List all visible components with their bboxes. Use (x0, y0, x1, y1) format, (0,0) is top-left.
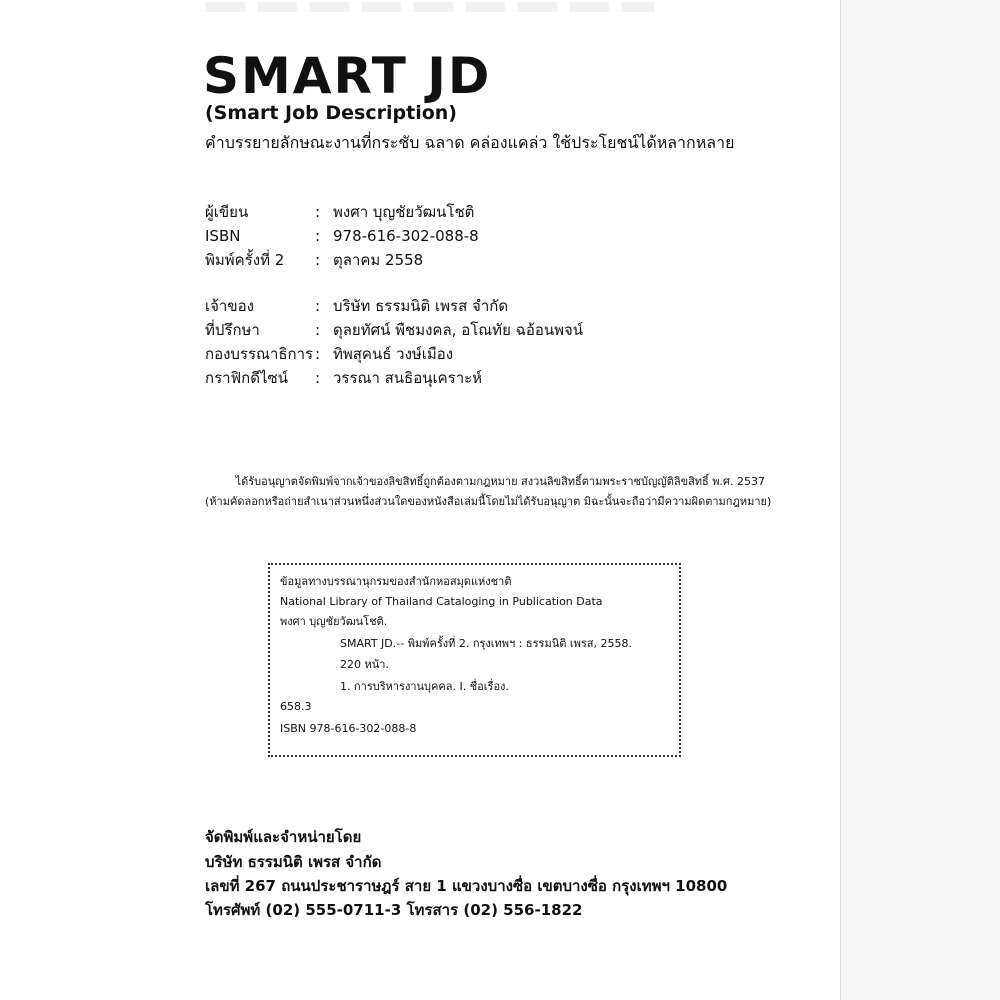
publisher-heading: จัดพิมพ์และจำหน่ายโดย (205, 828, 362, 846)
credit-row-graphic-design (205, 366, 805, 390)
credit-label: ISBN (205, 227, 241, 245)
credit-row-editorial (205, 342, 805, 366)
cip-isbn: ISBN 978-616-302-088-8 (280, 722, 417, 735)
book-title: SMART JD (203, 47, 492, 105)
credit-label: ที่ปรึกษา (205, 321, 260, 339)
credit-separator: : (315, 227, 321, 245)
credit-value: พงศา บุญชัยวัฒนโชติ (333, 203, 475, 221)
cip-data-box (268, 563, 681, 757)
cip-pages: 220 หน้า. (340, 658, 389, 671)
credit-label: เจ้าของ (205, 297, 254, 315)
credit-value: ตุลาคม 2558 (333, 251, 424, 269)
copyright-line-1: ได้รับอนุญาตจัดพิมพ์จากเจ้าของลิขสิทธิ์ถูกต้องตามกฎหมาย สงวนลิขสิทธิ์ตามพระราชบัญญัติลิขสิทธิ์ พ.ศ. 2537 (235, 475, 765, 488)
credit-value: บริษัท ธรรมนิติ เพรส จำกัด (333, 297, 509, 315)
publisher-contact: โทรศัพท์ (02) 555-0711-3 โทรสาร (02) 556-1822 (205, 901, 583, 919)
credit-separator: : (315, 251, 321, 269)
cip-author: พงศา บุญชัยวัฒนโชติ. (280, 615, 388, 628)
credit-row-edition (205, 248, 805, 272)
copyright-line-2: (ห้ามคัดลอกหรือถ่ายสำเนาส่วนหนึ่งส่วนใดของหนังสือเล่มนี้โดยไม่ได้รับอนุญาต มิฉะนั้นจะถือว่ามีความผิดตามกฎหมาย) (205, 495, 772, 508)
credit-row-author (205, 200, 805, 224)
cip-heading-thai: ข้อมูลทางบรรณานุกรมของสำนักหอสมุดแห่งชาติ (280, 575, 512, 588)
credit-label: ผู้เขียน (205, 203, 249, 221)
credit-label: กราฟิกดีไซน์ (205, 369, 288, 387)
credit-separator: : (315, 203, 321, 221)
credit-value: ทิพสุคนธ์ วงษ์เมือง (333, 345, 454, 363)
credit-separator: : (315, 369, 321, 387)
cip-subject: 1. การบริหารงานบุคคล. I. ชื่อเรื่อง. (340, 680, 509, 693)
credit-row-advisor (205, 318, 805, 342)
credit-row-isbn (205, 224, 805, 248)
publisher-name: บริษัท ธรรมนิติ เพรส จำกัด (205, 853, 382, 871)
credit-value: ดุลยทัศน์ พืชมงคล, อโณทัย ฉอ้อนพจน์ (333, 321, 584, 339)
credit-separator: : (315, 345, 321, 363)
copyright-notice (205, 472, 772, 512)
credit-separator: : (315, 321, 321, 339)
publisher-address: เลขที่ 267 ถนนประชาราษฎร์ สาย 1 แขวงบางซื่อ เขตบางซื่อ กรุงเทพฯ 10800 (205, 877, 728, 895)
credit-separator: : (315, 297, 321, 315)
cip-classification: 658.3 (280, 700, 312, 713)
credit-value: 978-616-302-088-8 (333, 227, 479, 245)
credit-label: กองบรรณาธิการ (205, 345, 314, 363)
page-right-margin (840, 0, 1000, 1000)
book-tagline: คำบรรยายลักษณะงานที่กระชับ ฉลาด คล่องแคล่ว ใช้ประโยชน์ได้หลากหลาย (205, 133, 735, 152)
credit-label: พิมพ์ครั้งที่ 2 (205, 251, 285, 269)
cip-entry: SMART JD.-- พิมพ์ครั้งที่ 2. กรุงเทพฯ : ธรรมนิติ เพรส, 2558. (340, 637, 632, 650)
faded-header-artifact (205, 2, 655, 12)
credit-row-owner (205, 294, 805, 318)
credit-value: วรรณา สนธิอนุเคราะห์ (333, 369, 483, 387)
cip-heading-english: National Library of Thailand Cataloging in Publication Data (280, 595, 603, 608)
book-subtitle: (Smart Job Description) (205, 102, 457, 124)
